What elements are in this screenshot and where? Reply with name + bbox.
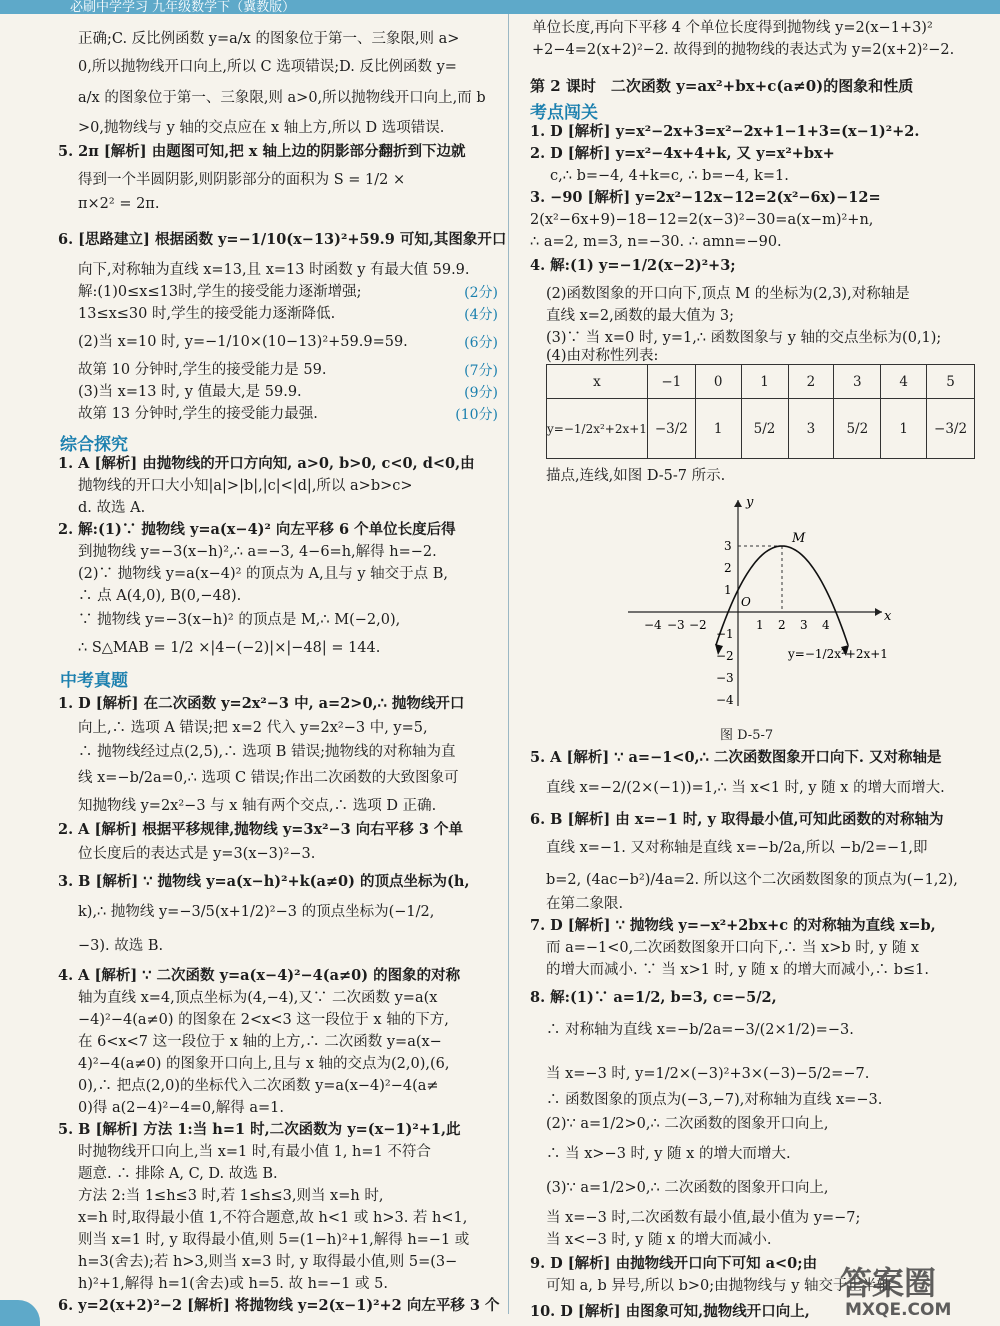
text-line: 向上,∴ 选项 A 错误;把 x=2 代入 y=2x²−3 中, y=5, <box>78 720 428 736</box>
score-mark: (9分) <box>464 385 498 401</box>
text-line: 3. B [解析] ∵ 抛物线 y=a(x−h)²+k(a≠0) 的顶点坐标为(h, <box>58 873 470 890</box>
text-line: 正确;C. 反比例函数 y=a/x 的图象位于第一、三象限,则 a> <box>78 31 460 47</box>
watermark-url: MXQE.COM <box>845 1300 952 1320</box>
y-tick-label: −4 <box>716 693 734 707</box>
score-mark: (4分) <box>464 307 498 323</box>
text-line: k),∴ 抛物线 y=−3/5(x+1/2)²−3 的顶点坐标为(−1/2, <box>78 904 435 920</box>
text-line: 2(x²−6x+9)−18−12=2(x−3)²−30=a(x−m)²+n, <box>530 212 874 228</box>
vertex-label: M <box>792 531 806 546</box>
table-cell: 1 <box>741 365 788 399</box>
text-line: 直线 x=−2/(2×(−1))=1,∴ 当 x<1 时, y 随 x 的增大而增大. <box>546 780 945 796</box>
text-line: ∵ 抛物线 y=−3(x−h)² 的顶点是 M,∴ M(−2,0), <box>78 612 401 628</box>
y-axis-label: y <box>746 495 754 510</box>
text-line: 7. D [解析] ∵ 抛物线 y=−x²+2bx+c 的对称轴为直线 x=b, <box>530 917 936 934</box>
text-line: 6. y=2(x+2)²−2 [解析] 将抛物线 y=2(x−1)²+2 向左平移 3 个 <box>58 1297 500 1314</box>
y-tick-label: 2 <box>724 561 732 575</box>
text-line: ∴ 点 A(4,0), B(0,−48). <box>78 588 242 604</box>
lesson-title: 第 2 课时 二次函数 y=ax²+bx+c(a≠0)的图象和性质 <box>530 77 914 95</box>
curve-equation-label: y=−1/2x²+2x+1 <box>788 647 888 661</box>
y-tick-label: 1 <box>724 583 732 597</box>
table-cell: 1 <box>881 399 927 459</box>
section-heading-zhongkao: 中考真题 <box>60 671 128 691</box>
text-line: 4. A [解析] ∵ 二次函数 y=a(x−4)²−4(a≠0) 的图象的对称 <box>58 967 461 984</box>
text-line: 轴为直线 x=4,顶点坐标为(4,−4),又∵ 二次函数 y=a(x <box>78 990 438 1006</box>
text-line: (2)函数图象的开口向下,顶点 M 的坐标为(2,3),对称轴是 <box>546 286 910 302</box>
text-line: 知抛物线 y=2x²−3 与 x 轴有两个交点,∴ 选项 D 正确. <box>78 798 437 814</box>
header-strip <box>0 0 1000 14</box>
text-line: 4)²−4(a≠0) 的图象开口向上,且与 x 轴的交点为(2,0),(6, <box>78 1056 450 1072</box>
text-line: 而 a=−1<0,二次函数图象开口向下,∴ 当 x>b 时, y 随 x <box>546 940 920 956</box>
text-line: 位长度后的表达式是 y=3(x−3)²−3. <box>78 846 316 862</box>
table-cell: 5 <box>927 365 975 399</box>
text-line: 时抛物线开口向上,当 x=1 时,有最小值 1, h=1 不符合 <box>78 1144 431 1160</box>
text-line: 线 x=−b/2a=0,∴ 选项 C 错误;作出二次函数的大致图象可 <box>78 770 459 786</box>
text-line: 0),∴ 把点(2,0)的坐标代入二次函数 y=a(x−4)²−4(a≠ <box>78 1078 439 1094</box>
text-line: 6. [思路建立] 根据函数 y=−1/10(x−13)²+59.9 可知,其图象开口 <box>58 231 507 248</box>
text-line: 3. −90 [解析] y=2x²−12x−12=2(x²−6x)−12= <box>530 189 881 206</box>
text-line: 当 x=−3 时,二次函数有最小值,最小值为 y=−7; <box>546 1210 861 1226</box>
text-line: −4)²−4(a≠0) 的图象在 2<x<3 这一段位于 x 轴的下方, <box>78 1012 449 1028</box>
text-line: c,∴ b=−4, 4+k=c, ∴ b=−4, k=1. <box>550 168 789 184</box>
text-line: 4. 解:(1) y=−1/2(x−2)²+3; <box>530 257 736 274</box>
table-cell: 5/2 <box>741 399 788 459</box>
text-line: 1. D [解析] 在二次函数 y=2x²−3 中, a=2>0,∴ 抛物线开口 <box>58 695 465 712</box>
table-cell: 1 <box>695 399 741 459</box>
table-cell: 3 <box>788 399 834 459</box>
text-line: ∴ a=2, m=3, n=−30. ∴ amn=−90. <box>530 234 782 250</box>
x-tick-label: 1 <box>756 618 764 632</box>
text-line: 10. D [解析] 由图象可知,抛物线开口向上, <box>530 1303 810 1320</box>
text-line: (2)∵ a=1/2>0,∴ 二次函数的图象开口向上, <box>546 1116 829 1132</box>
text-line: ∴ S△MAB = 1/2 ×|4−(−2)|×|−48| = 144. <box>78 640 381 656</box>
text-line: (3)∵ a=1/2>0,∴ 二次函数的图象开口向上, <box>546 1180 829 1196</box>
text-line: 在第二象限. <box>546 896 624 912</box>
text-line: (3)∵ 当 x=0 时, y=1,∴ 函数图象与 y 轴的交点坐标为(0,1); <box>546 330 942 346</box>
text-line: 的增大而减小. ∵ 当 x>1 时, y 随 x 的增大而减小,∴ b≤1. <box>546 962 929 978</box>
text-line: (2)当 x=10 时, y=−1/10×(10−13)²+59.9=59. <box>78 334 408 350</box>
value-table <box>546 364 975 459</box>
text-line: 则当 x=1 时, y 取得最小值,则 5=(1−h)²+1,解得 h=−1 或 <box>78 1232 470 1248</box>
y-tick-label: −2 <box>716 649 734 663</box>
text-line: +2−4=2(x+2)²−2. 故得到的抛物线的表达式为 y=2(x+2)²−2. <box>532 42 955 58</box>
text-line: −3). 故选 B. <box>78 938 164 954</box>
text-line: 1. A [解析] 由抛物线的开口方向知, a>0, b>0, c<0, d<0,由 <box>58 455 475 472</box>
text-line: 6. B [解析] 由 x=−1 时, y 取得最小值,可知此函数的对称轴为 <box>530 811 944 828</box>
page-corner-decoration <box>0 1300 40 1326</box>
x-axis-arrow <box>875 608 882 616</box>
text-line: 2. 解:(1)∵ 抛物线 y=a(x−4)² 向左平移 6 个单位长度后得 <box>58 521 456 538</box>
text-line: 5. A [解析] ∵ a=−1<0,∴ 二次函数图象开口向下. 又对称轴是 <box>530 749 942 766</box>
text-line: 0)得 a(2−4)²−4=0,解得 a=1. <box>78 1100 284 1116</box>
x-axis-label: x <box>884 609 892 624</box>
table-cell: −3/2 <box>647 399 695 459</box>
text-line: 题意. ∴ 排除 A, C, D. 故选 B. <box>78 1166 278 1182</box>
text-line: ∴ 对称轴为直线 x=−b/2a=−3/(2×1/2)=−3. <box>546 1022 854 1038</box>
x-tick-label: −3 <box>667 618 685 632</box>
figure-caption: 图 D-5-7 <box>720 728 774 743</box>
table-cell: 2 <box>788 365 834 399</box>
text-line: b=2, (4ac−b²)/4a=2. 所以这个二次函数图象的顶点为(−1,2), <box>546 872 958 888</box>
text-line: x=h 时,取得最小值 1,不符合题意,故 h<1 或 h>3. 若 h<1, <box>78 1210 468 1226</box>
text-line: 1. D [解析] y=x²−2x+3=x²−2x+1−1+3=(x−1)²+2. <box>530 123 920 140</box>
text-line: h)²+1,解得 h=1(舍去)或 h=5. 故 h=−1 或 5. <box>78 1276 388 1292</box>
text-line: d. 故选 A. <box>78 500 146 516</box>
text-line: 得到一个半圆阴影,则阴影部分的面积为 S = 1/2 × <box>78 172 406 188</box>
text-line: 5. 2π [解析] 由题图可知,把 x 轴上边的阴影部分翻折到下边就 <box>58 143 466 160</box>
x-tick-label: 2 <box>778 618 786 632</box>
score-mark: (2分) <box>464 285 498 301</box>
text-line: (3)当 x=13 时, y 值最大,是 59.9. <box>78 384 302 400</box>
text-line: 5. B [解析] 方法 1:当 h=1 时,二次函数为 y=(x−1)²+1,此 <box>58 1121 461 1138</box>
y-tick-label: 3 <box>724 539 732 553</box>
text-line: 在 6<x<7 这一段位于 x 轴的上方,∴ 二次函数 y=a(x− <box>78 1034 442 1050</box>
y-tick-label: −3 <box>716 671 734 685</box>
text-line: 当 x<−3 时, y 随 x 的增大而减小. <box>546 1232 772 1248</box>
section-heading-kaodian: 考点闯关 <box>530 103 598 123</box>
text-line: 方法 2:当 1≤h≤3 时,若 1≤h≤3,则当 x=h 时, <box>78 1188 384 1204</box>
x-tick-label: −4 <box>644 618 662 632</box>
score-mark: (7分) <box>464 363 498 379</box>
header-title: 必刷中学学习 九年级数学下（冀教版） <box>70 0 296 15</box>
table-cell: y=−1/2x²+2x+1 <box>547 399 648 459</box>
text-line: 直线 x=−1. 又对称轴是直线 x=−b/2a,所以 −b/2=−1,即 <box>546 840 928 856</box>
x-tick-label: −2 <box>689 618 707 632</box>
text-line: 直线 x=2,函数的最大值为 3; <box>546 308 734 324</box>
x-tick-label: 3 <box>800 618 808 632</box>
text-line: 抛物线的开口大小知|a|>|b|,|c|<|d|,所以 a>b>c> <box>78 478 413 494</box>
text-line: 解:(1)0≤x≤13时,学生的接受能力逐渐增强; <box>78 284 362 300</box>
text-line: 13≤x≤30 时,学生的接受能力逐渐降低. <box>78 306 336 322</box>
table-cell: 3 <box>834 365 881 399</box>
text-line: 2. D [解析] y=x²−4x+4+k, 又 y=x²+bx+ <box>530 145 835 162</box>
origin-label: O <box>741 595 751 609</box>
score-mark: (6分) <box>464 335 498 351</box>
table-cell: −1 <box>647 365 695 399</box>
x-tick-label: 4 <box>822 618 830 632</box>
text-line: ∴ 当 x>−3 时, y 随 x 的增大而增大. <box>546 1146 791 1162</box>
y-tick-label: −1 <box>716 627 734 641</box>
text-line: h=3(舍去);若 h>3,则当 x=3 时, y 取得最小值,则 5=(3− <box>78 1254 458 1270</box>
table-cell: −3/2 <box>927 399 975 459</box>
text-line: 0,所以抛物线开口向上,所以 C 选项错误;D. 反比例函数 y= <box>78 59 457 75</box>
column-divider <box>508 14 509 1314</box>
text-line: 单位长度,再向下平移 4 个单位长度得到抛物线 y=2(x−1+3)² <box>532 20 933 36</box>
text-line: 当 x=−3 时, y=1/2×(−3)²+3×(−3)−5/2=−7. <box>546 1066 870 1082</box>
text-line: 向下,对称轴为直线 x=13,且 x=13 时函数 y 有最大值 59.9. <box>78 262 470 278</box>
y-axis-arrow <box>734 500 742 507</box>
table-cell: 0 <box>695 365 741 399</box>
text-line: 8. 解:(1)∵ a=1/2, b=3, c=−5/2, <box>530 989 777 1006</box>
table-cell: 4 <box>881 365 927 399</box>
text-line: a/x 的图象位于第一、三象限,则 a>0,所以抛物线开口向上,而 b <box>78 90 486 106</box>
text-line: ∴ 函数图象的顶点为(−3,−7),对称轴为直线 x=−3. <box>546 1092 883 1108</box>
section-heading-zonghe: 综合探究 <box>60 435 128 455</box>
table-cell: 5/2 <box>834 399 881 459</box>
text-line: ∴ 抛物线经过点(2,5),∴ 选项 B 错误;抛物线的对称轴为直 <box>78 744 456 760</box>
text-line: π×2² = 2π. <box>78 196 160 212</box>
text-line: 故第 13 分钟时,学生的接受能力最强. <box>78 406 318 422</box>
parabola-figure <box>620 494 920 724</box>
watermark-brand: 答案圈 <box>840 1264 937 1302</box>
table-cell: x <box>547 365 648 399</box>
text-line: >0,抛物线与 y 轴的交点应在 x 轴上方,所以 D 选项错误. <box>78 120 445 136</box>
text-line: (4)由对称性列表: <box>546 348 659 364</box>
text-line: 可知 a, b 异号,所以 b>0;由抛物线与 y 轴交于正半轴 <box>546 1278 892 1294</box>
text-line: 到抛物线 y=−3(x−h)²,∴ a=−3, 4−6=h,解得 h=−2. <box>78 544 437 560</box>
text-line: 2. A [解析] 根据平移规律,抛物线 y=3x²−3 向右平移 3 个单 <box>58 821 463 838</box>
text-line: 9. D [解析] 由抛物线开口向下可知 a<0;由 <box>530 1255 818 1272</box>
text-line: 故第 10 分钟时,学生的接受能力是 59. <box>78 362 327 378</box>
text-line: (2)∵ 抛物线 y=a(x−4)² 的顶点为 A,且与 y 轴交于点 B, <box>78 566 449 582</box>
score-mark: (10分) <box>455 407 498 423</box>
text-line: 描点,连线,如图 D-5-7 所示. <box>546 468 726 484</box>
